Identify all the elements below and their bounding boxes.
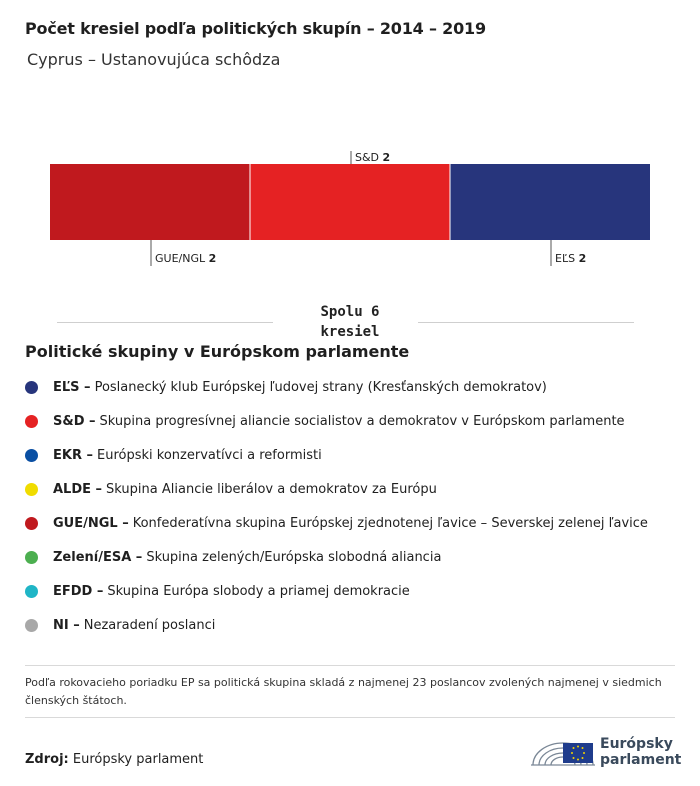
legend-item	[25, 506, 648, 540]
logo-wordmark	[600, 736, 681, 768]
legend-list	[25, 370, 648, 642]
legend-swatch	[25, 483, 38, 496]
legend-swatch	[25, 585, 38, 598]
legend-abbr: ALDE –	[53, 481, 103, 497]
legend-desc: Poslanecký klub Európskej ľudovej strany (Kresťanských demokratov)	[94, 379, 547, 395]
legend-item	[25, 472, 648, 506]
legend-desc: Nezaradení poslanci	[83, 617, 216, 633]
segment-name: EĽS	[555, 252, 579, 265]
legend-item	[25, 438, 648, 472]
legend-swatch	[25, 517, 38, 530]
segment-value: 2	[208, 252, 217, 265]
chart-subtitle: Cyprus – Ustanovujúca schôdza	[27, 50, 281, 69]
legend-abbr: EFDD –	[53, 583, 104, 599]
total-divider-left	[57, 322, 273, 323]
legend-abbr: NI –	[53, 617, 80, 633]
segment-value: 2	[382, 151, 391, 164]
legend-abbr: GUE/NGL –	[53, 515, 129, 531]
legend-item	[25, 608, 648, 642]
legend-abbr: EKR –	[53, 447, 93, 463]
total-seats-line1: Spolu 6	[320, 304, 380, 320]
bar-segment-2	[450, 164, 650, 240]
logo-line1: Európsky	[600, 736, 673, 752]
legend-swatch	[25, 619, 38, 632]
legend-abbr: EĽS –	[53, 379, 91, 395]
source-value: Európsky parlament	[72, 752, 204, 767]
segment-name: S&D	[355, 151, 383, 164]
source-line	[25, 752, 203, 767]
legend-item	[25, 370, 648, 404]
total-divider-right	[418, 322, 634, 323]
seat-bar-chart	[0, 140, 700, 270]
legend-desc: Skupina progresívnej aliancie socialistov a demokratov v Európskom parlamente	[99, 413, 625, 429]
bar-segment-1	[250, 164, 450, 240]
segment-name: GUE/NGL	[155, 252, 209, 265]
legend-swatch	[25, 415, 38, 428]
segment-label-0	[155, 252, 216, 265]
footer-divider-bottom	[25, 717, 675, 718]
total-seats-line2: kresiel	[320, 324, 380, 340]
legend-item	[25, 574, 648, 608]
total-seats-block	[0, 300, 700, 342]
total-seats-label	[275, 302, 425, 342]
legend-desc: Konfederatívna skupina Európskej zjednotenej ľavice – Severskej zelenej ľavice	[132, 515, 648, 531]
legend-desc: Skupina Aliancie liberálov a demokratov za Európu	[106, 481, 437, 497]
legend-item	[25, 540, 648, 574]
legend-desc: Skupina Európa slobody a priamej demokracie	[107, 583, 410, 599]
footer-divider-top	[25, 665, 675, 666]
segment-value: 2	[578, 252, 587, 265]
legend-swatch	[25, 381, 38, 394]
segment-label-2	[555, 252, 586, 265]
legend-item	[25, 404, 648, 438]
source-label: Zdroj:	[25, 752, 69, 767]
legend-swatch	[25, 551, 38, 564]
legend-desc: Skupina zelených/Európska slobodná aliancia	[146, 549, 442, 565]
legend-desc: Európski konzervatívci a reformisti	[97, 447, 322, 463]
logo-line2: parlament	[600, 752, 682, 768]
bar-segment-0	[50, 164, 250, 240]
footer-note: Podľa rokovacieho poriadku EP sa politická skupina skladá z najmenej 23 poslancov zvolených najmenej v siedmich členských štátoch.	[25, 676, 662, 707]
legend-swatch	[25, 449, 38, 462]
chart-title: Počet kresiel podľa politických skupín – 2014 – 2019	[25, 19, 486, 38]
legend-title: Politické skupiny v Európskom parlamente	[25, 342, 410, 361]
legend-abbr: Zelení/ESA –	[53, 549, 143, 565]
segment-label-1	[355, 151, 390, 164]
legend-abbr: S&D –	[53, 413, 96, 429]
